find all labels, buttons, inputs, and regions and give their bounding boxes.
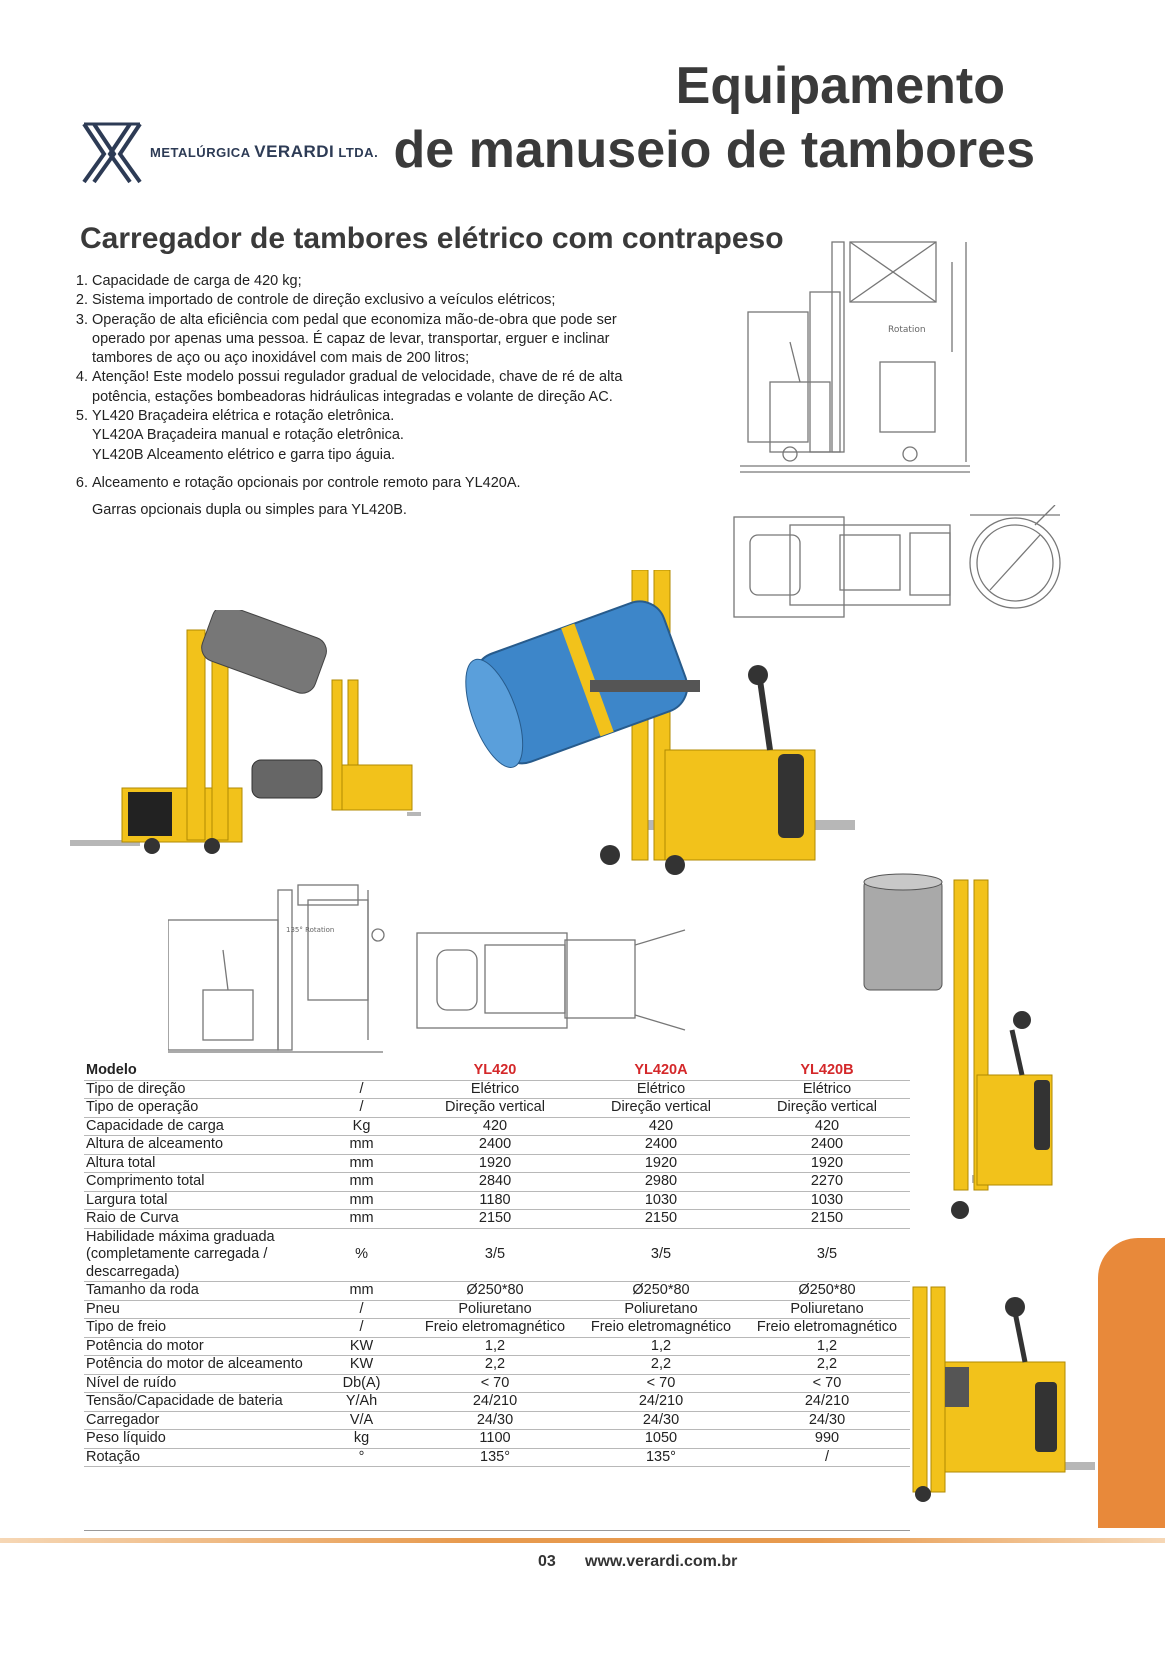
page-number: 03 [538, 1553, 556, 1570]
spec-value-yl420b: 3/5 [744, 1228, 910, 1282]
spec-value-yl420a: 2980 [578, 1173, 744, 1192]
table-row [84, 1210, 910, 1229]
spec-label: Habilidade máxima graduada (completamente carregada / descarregada) [84, 1228, 311, 1282]
title-line-2: de manuseio de tambores [393, 121, 1035, 179]
spec-label: Tipo de operação [84, 1099, 311, 1118]
feature-model-yl420b: YL420B Alceamento elétrico e garra tipo águia. [92, 446, 396, 463]
table-row [84, 1374, 910, 1393]
header-unit [311, 1062, 412, 1080]
spec-value-yl420a: 2400 [578, 1136, 744, 1155]
table-row [84, 1393, 910, 1412]
spec-value-yl420: 2,2 [412, 1356, 578, 1375]
spec-unit: V/A [311, 1411, 412, 1430]
logo-brand: VERARDI [254, 142, 335, 161]
table-row [84, 1136, 910, 1155]
header-model-label: Modelo [84, 1062, 311, 1080]
spec-unit: mm [311, 1191, 412, 1210]
spec-unit: Y/Ah [311, 1393, 412, 1412]
feature-item [92, 474, 652, 521]
spec-unit: / [311, 1099, 412, 1118]
spec-label: Altura total [84, 1154, 311, 1173]
table-row [84, 1080, 910, 1099]
table-row [84, 1099, 910, 1118]
feature-item: 1. Capacidade de carga de 420 kg; [92, 272, 652, 291]
spec-value-yl420a: 1030 [578, 1191, 744, 1210]
spec-value-yl420: Direção vertical [412, 1099, 578, 1118]
spec-value-yl420b: 24/210 [744, 1393, 910, 1412]
spec-label: Largura total [84, 1191, 311, 1210]
spec-value-yl420: 1180 [412, 1191, 578, 1210]
footer-divider [84, 1530, 910, 1531]
table-row [84, 1319, 910, 1338]
spec-label: Comprimento total [84, 1173, 311, 1192]
spec-value-yl420a: Freio eletromagnético [578, 1319, 744, 1338]
spec-label: Potência do motor [84, 1337, 311, 1356]
spec-value-yl420a: Ø250*80 [578, 1282, 744, 1301]
spec-unit: / [311, 1080, 412, 1099]
spec-value-yl420: Poliuretano [412, 1300, 578, 1319]
table-row [84, 1337, 910, 1356]
spec-value-yl420a: 1050 [578, 1430, 744, 1449]
spec-value-yl420a: 2150 [578, 1210, 744, 1229]
spec-unit: % [311, 1228, 412, 1282]
table-row [84, 1356, 910, 1375]
spec-label: Carregador [84, 1411, 311, 1430]
spec-value-yl420a: 1,2 [578, 1337, 744, 1356]
spec-value-yl420: 1100 [412, 1430, 578, 1449]
table-row [84, 1191, 910, 1210]
spec-value-yl420: Elétrico [412, 1080, 578, 1099]
spec-value-yl420: 2150 [412, 1210, 578, 1229]
spec-label: Peso líquido [84, 1430, 311, 1449]
spec-value-yl420a: < 70 [578, 1374, 744, 1393]
feature-item: 2. Sistema importado de controle de direção exclusivo a veículos elétricos; [92, 291, 652, 310]
spec-unit: Kg [311, 1117, 412, 1136]
feature-model-yl420a: YL420A Braçadeira manual e rotação eletrônica. [92, 427, 404, 444]
top-view-diagram-2 [415, 925, 695, 1035]
spec-unit: ° [311, 1448, 412, 1467]
spec-value-yl420: 24/210 [412, 1393, 578, 1412]
spec-value-yl420a: 24/30 [578, 1411, 744, 1430]
feature-item: 4. Atenção! Este modelo possui regulador gradual de velocidade, chave de ré de alta potência, estações bombeadoras hidráulicas integradas e volante de direção AC. [92, 368, 652, 407]
spec-value-yl420: 2400 [412, 1136, 578, 1155]
spec-value-yl420a: Poliuretano [578, 1300, 744, 1319]
spec-value-yl420b: Freio eletromagnético [744, 1319, 910, 1338]
spec-value-yl420a: 24/210 [578, 1393, 744, 1412]
spec-label: Capacidade de carga [84, 1117, 311, 1136]
spec-value-yl420b: / [744, 1448, 910, 1467]
feature-remote: Alceamento e rotação opcionais por controle remoto para YL420A. [92, 474, 521, 491]
spec-value-yl420a: 135° [578, 1448, 744, 1467]
table-row [84, 1117, 910, 1136]
website-link[interactable]: www.verardi.com.br [585, 1553, 738, 1570]
spec-value-yl420b: 2,2 [744, 1356, 910, 1375]
table-row [84, 1228, 910, 1282]
feature-item [92, 407, 652, 465]
spec-unit: mm [311, 1136, 412, 1155]
spec-unit: mm [311, 1154, 412, 1173]
spec-label: Tamanho da roda [84, 1282, 311, 1301]
rotation-label-bottom: 135° Rotation [286, 926, 335, 934]
spec-value-yl420b: 1,2 [744, 1337, 910, 1356]
side-view-diagram [740, 222, 980, 480]
forklift-photo-tilting [62, 610, 422, 860]
spec-label: Tensão/Capacidade de bateria [84, 1393, 311, 1412]
forklift-photo-eagle-claw [905, 1282, 1105, 1502]
logo-suffix: LTDA. [338, 145, 379, 160]
table-row [84, 1154, 910, 1173]
table-row [84, 1430, 910, 1449]
spec-value-yl420: 3/5 [412, 1228, 578, 1282]
spec-label: Tipo de freio [84, 1319, 311, 1338]
table-row [84, 1300, 910, 1319]
spec-value-yl420b: Elétrico [744, 1080, 910, 1099]
section-title: Carregador de tambores elétrico com contrapeso [80, 222, 784, 255]
spec-value-yl420b: 420 [744, 1117, 910, 1136]
spec-label: Nível de ruído [84, 1374, 311, 1393]
spec-label: Potência do motor de alceamento [84, 1356, 311, 1375]
spec-value-yl420b: 1920 [744, 1154, 910, 1173]
spec-unit: KW [311, 1356, 412, 1375]
spec-label: Altura de alceamento [84, 1136, 311, 1155]
header-model-yl420a: YL420A [578, 1062, 744, 1080]
table-header-row [84, 1062, 910, 1080]
page-title [335, 54, 1035, 182]
spec-unit: mm [311, 1173, 412, 1192]
feature-model-yl420: YL420 Braçadeira elétrica e rotação eletrônica. [92, 408, 395, 425]
spec-value-yl420b: Ø250*80 [744, 1282, 910, 1301]
spec-value-yl420a: 420 [578, 1117, 744, 1136]
title-line-1: Equipamento [675, 57, 1005, 115]
spec-value-yl420: 135° [412, 1448, 578, 1467]
spec-value-yl420a: 2,2 [578, 1356, 744, 1375]
feature-claws: Garras opcionais dupla ou simples para YL420B. [92, 502, 407, 519]
spec-label: Pneu [84, 1300, 311, 1319]
spec-value-yl420b: 990 [744, 1430, 910, 1449]
table-row [84, 1173, 910, 1192]
spec-value-yl420a: 1920 [578, 1154, 744, 1173]
spec-value-yl420: 2840 [412, 1173, 578, 1192]
spec-unit: KW [311, 1337, 412, 1356]
spec-value-yl420: 1,2 [412, 1337, 578, 1356]
logo-text: METALÚRGICA [150, 145, 251, 160]
spec-value-yl420a: 3/5 [578, 1228, 744, 1282]
spec-unit: kg [311, 1430, 412, 1449]
side-tab [1098, 1238, 1165, 1528]
spec-value-yl420b: 2150 [744, 1210, 910, 1229]
spec-value-yl420: < 70 [412, 1374, 578, 1393]
spec-value-yl420: 24/30 [412, 1411, 578, 1430]
spec-unit: mm [311, 1282, 412, 1301]
side-view-diagram-2 [168, 880, 393, 1055]
spec-label: Raio de Curva [84, 1210, 311, 1229]
spec-value-yl420b: 1030 [744, 1191, 910, 1210]
spec-unit: Db(A) [311, 1374, 412, 1393]
specs-table [84, 1062, 910, 1467]
rotation-label-top: Rotation [888, 325, 926, 335]
spec-label: Tipo de direção [84, 1080, 311, 1099]
spec-unit: / [311, 1300, 412, 1319]
spec-value-yl420: Freio eletromagnético [412, 1319, 578, 1338]
spec-value-yl420b: < 70 [744, 1374, 910, 1393]
spec-value-yl420b: Direção vertical [744, 1099, 910, 1118]
spec-value-yl420: 1920 [412, 1154, 578, 1173]
spec-value-yl420a: Elétrico [578, 1080, 744, 1099]
header-model-yl420b: YL420B [744, 1062, 910, 1080]
header-model-yl420: YL420 [412, 1062, 578, 1080]
specs-table-body [84, 1062, 910, 1467]
footer-band [0, 1538, 1165, 1543]
logo-wordmark [150, 142, 378, 162]
feature-list [72, 272, 652, 521]
table-row [84, 1448, 910, 1467]
spec-label: Rotação [84, 1448, 311, 1467]
forklift-photo-blue-drum [460, 570, 855, 880]
spec-value-yl420: 420 [412, 1117, 578, 1136]
spec-value-yl420b: 2270 [744, 1173, 910, 1192]
table-row [84, 1282, 910, 1301]
spec-value-yl420b: Poliuretano [744, 1300, 910, 1319]
spec-unit: / [311, 1319, 412, 1338]
spec-value-yl420: Ø250*80 [412, 1282, 578, 1301]
table-row [84, 1411, 910, 1430]
feature-item: 3. Operação de alta eficiência com pedal que economiza mão-de-obra que pode ser operado por apenas uma pessoa. É capaz de levar, transportar, erguer e inclinar tambores de aço ou aço inoxidável com mais de 200 litros; [92, 311, 652, 369]
spec-value-yl420a: Direção vertical [578, 1099, 744, 1118]
spec-unit: mm [311, 1210, 412, 1229]
spec-value-yl420b: 2400 [744, 1136, 910, 1155]
spec-value-yl420b: 24/30 [744, 1411, 910, 1430]
